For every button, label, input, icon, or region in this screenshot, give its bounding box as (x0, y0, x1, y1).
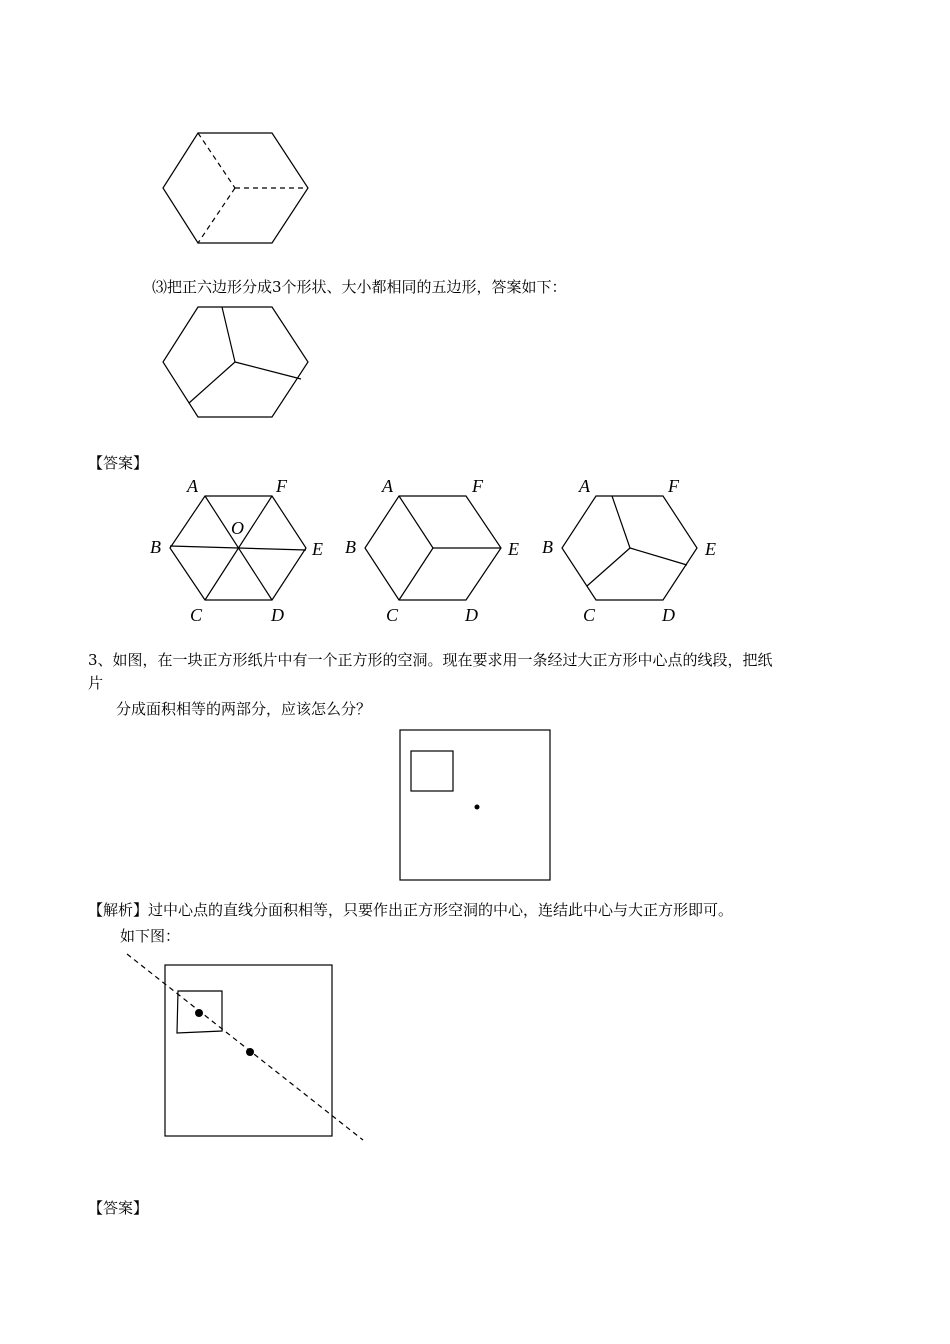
analysis-text: 过中心点的直线分面积相等，只要作出正方形空洞的中心，连结此中心与大正方形即可。 (148, 901, 734, 919)
label-fig2-C: C (386, 605, 399, 625)
question3-line1: 3、如图，在一块正方形纸片中有一个正方形的空洞。现在要求用一条经过大正方形中心点的线段，把纸 (88, 651, 773, 669)
dashed-dividing-line (127, 954, 363, 1140)
label-fig1-E: E (312, 539, 323, 559)
label-fig2-E: E (508, 539, 519, 559)
label-fig3-D: D (662, 605, 675, 625)
hexagon-outline-top (163, 133, 308, 243)
answer-label-1: 【答案】 (88, 454, 149, 472)
label-fig2-A: A (382, 476, 393, 496)
label-fig1-A: A (187, 476, 198, 496)
label-fig1-D: D (271, 605, 284, 625)
analysis-paragraph (88, 900, 733, 920)
step3-text: ⑶把正六边形分成3个形状、大小都相同的五边形，答案如下： (152, 278, 567, 296)
center-dot-q3 (475, 805, 480, 810)
label-fig3-F: F (668, 476, 679, 496)
label-fig2-D: D (465, 605, 478, 625)
answer-hexagon-3 (562, 496, 697, 600)
answer-hexagon-1 (170, 496, 306, 600)
label-fig3-B: B (542, 537, 553, 557)
label-fig1-F: F (276, 476, 287, 496)
label-fig3-C: C (583, 605, 596, 625)
label-fig3-E: E (705, 539, 716, 559)
big-square-analysis (165, 965, 332, 1136)
hole-square-analysis (177, 991, 222, 1033)
label-fig2-F: F (472, 476, 483, 496)
analysis-line2: 如下图： (120, 927, 181, 945)
question3-line2: 片 (88, 674, 104, 692)
label-fig1-B: B (150, 537, 161, 557)
big-square-q3 (400, 730, 550, 880)
analysis-label: 【解析】 (88, 901, 149, 919)
hole-square-q3 (411, 751, 453, 791)
label-fig1-C: C (190, 605, 203, 625)
label-fig1-O: O (231, 518, 244, 538)
answer-label-2: 【答案】 (88, 1199, 149, 1217)
label-fig3-A: A (579, 476, 590, 496)
question3-line3: 分成面积相等的两部分，应该怎么分？ (116, 700, 372, 718)
hexagon-outline-pentagons (163, 307, 308, 417)
answer-hexagon-2 (365, 496, 501, 600)
square-center-dot (246, 1048, 254, 1056)
label-fig2-B: B (345, 537, 356, 557)
hole-center-dot (195, 1009, 203, 1017)
